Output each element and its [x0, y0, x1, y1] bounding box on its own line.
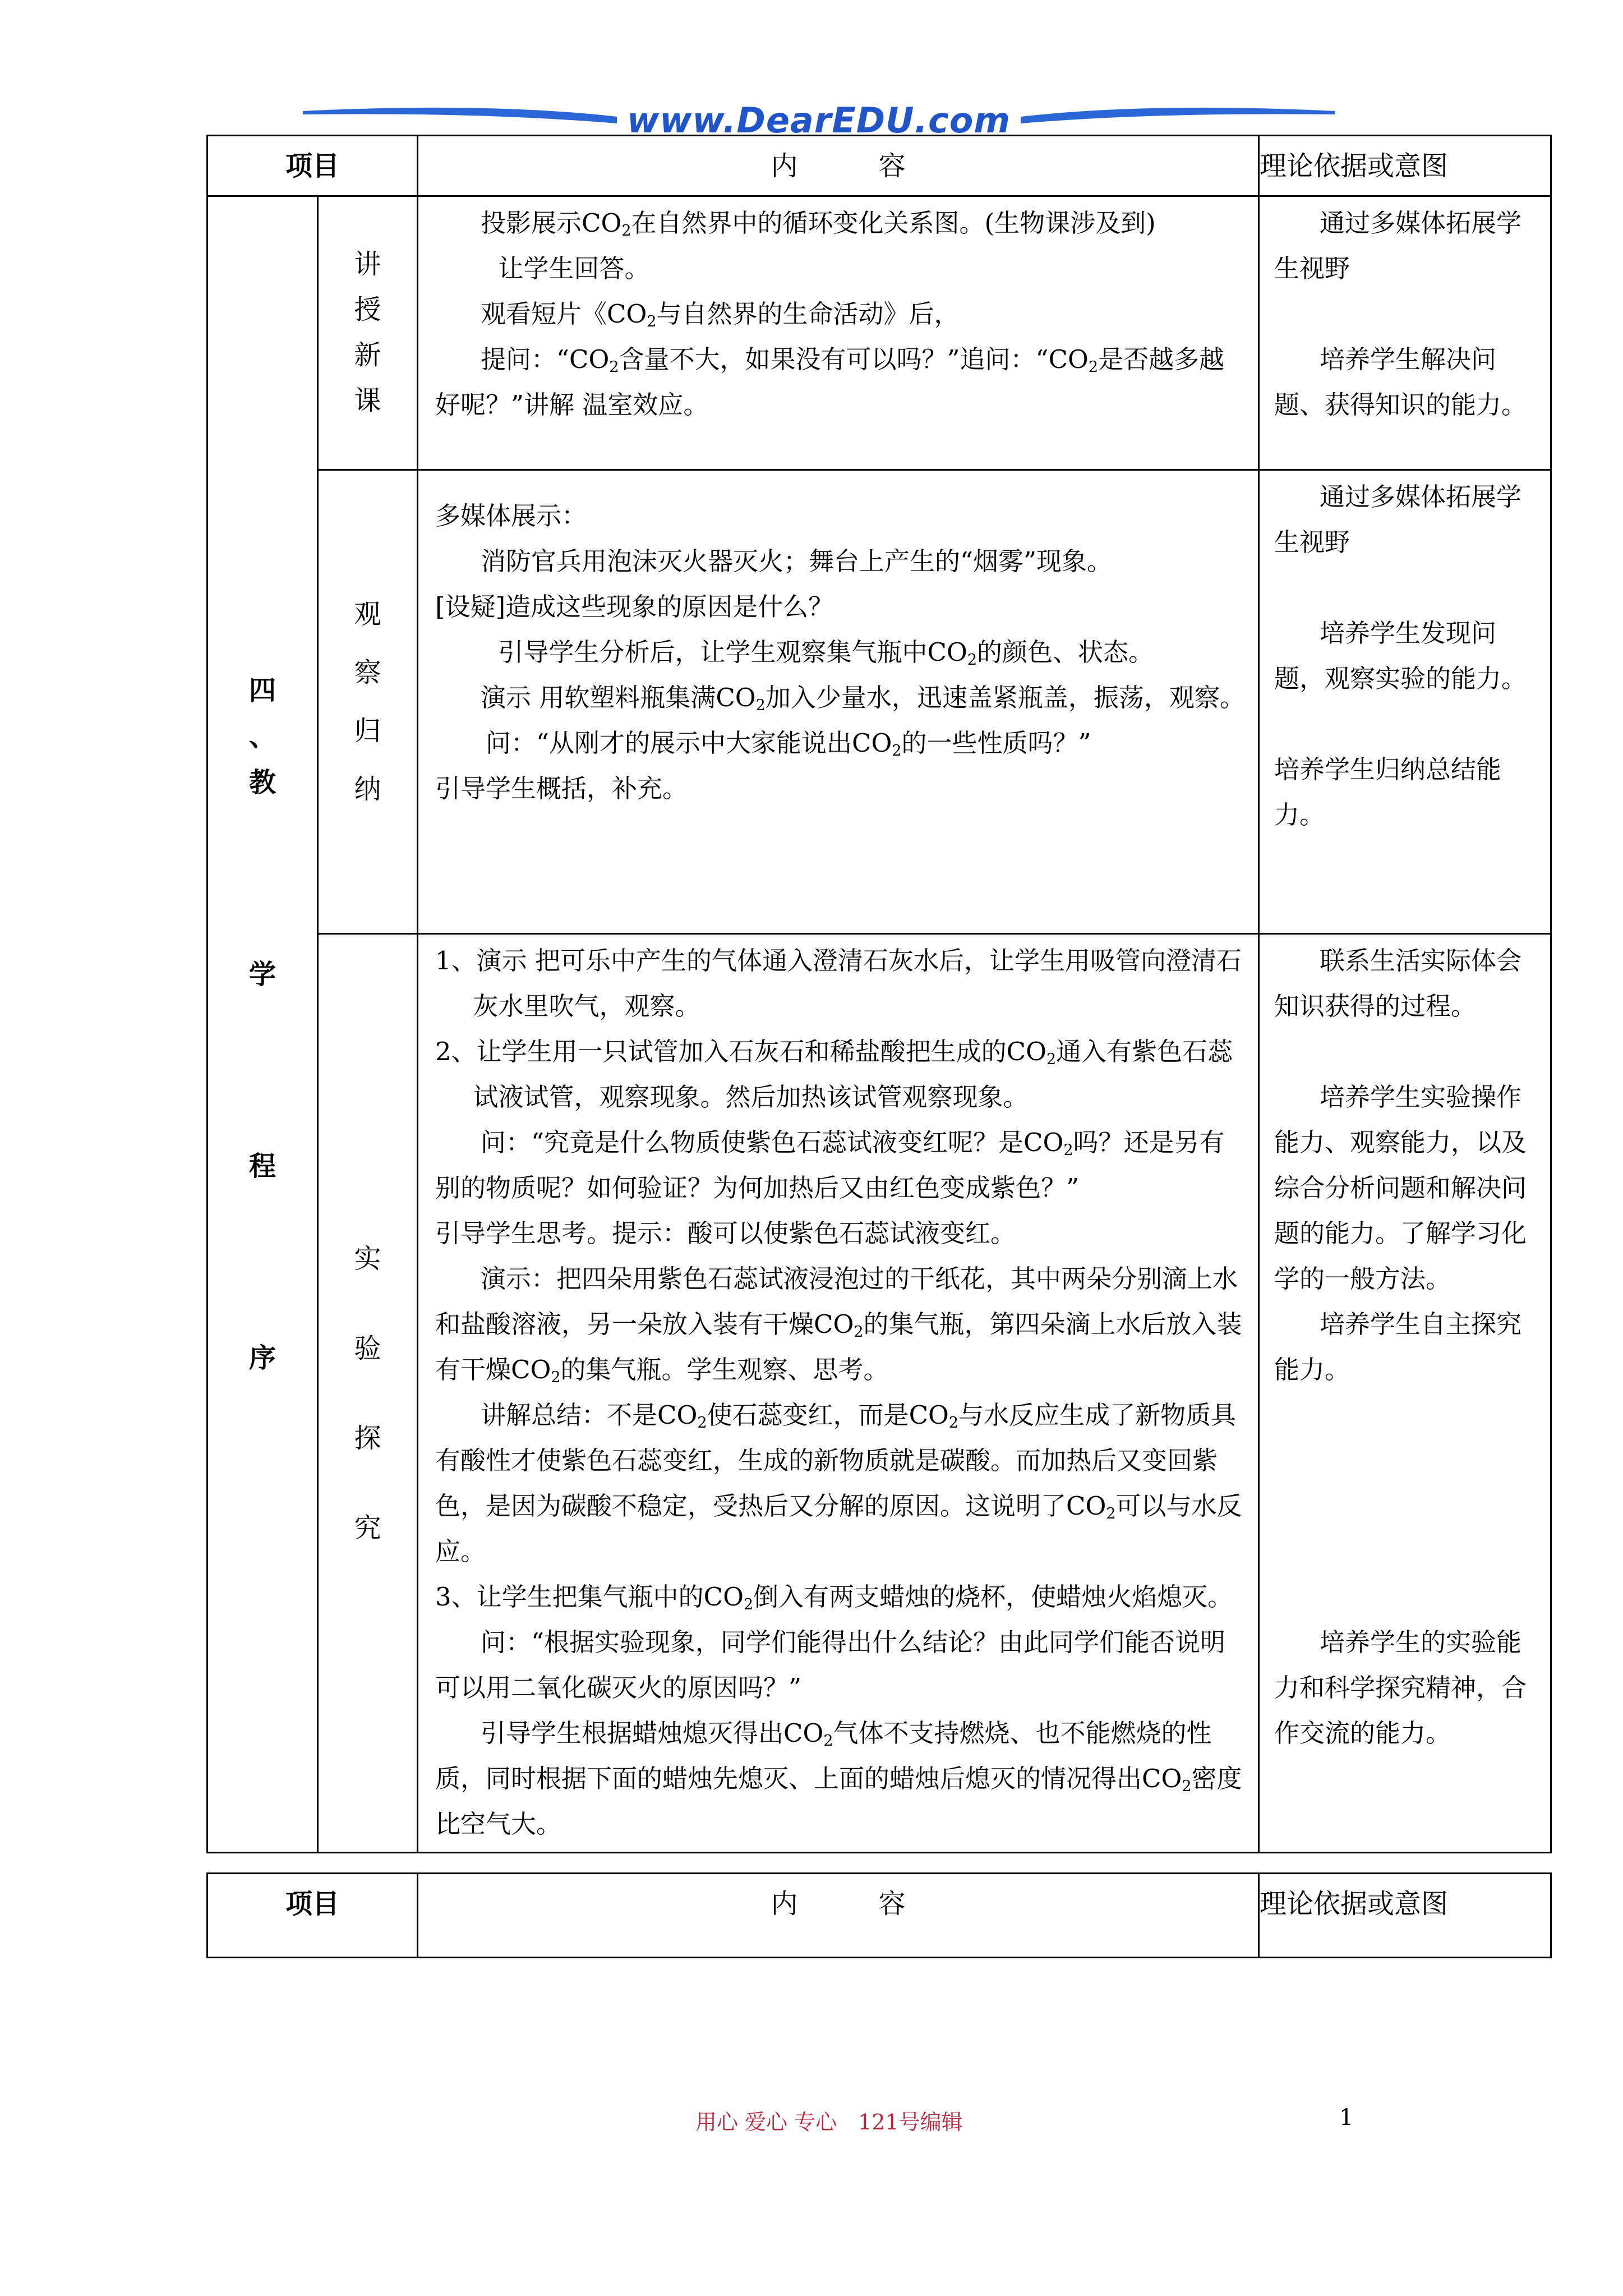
table-row	[208, 196, 1551, 470]
table-header-row	[208, 136, 1551, 196]
row-label-lecture: 讲 授 新 课	[318, 196, 418, 470]
footer-text: 用心 爱心 专心 121号编辑	[695, 2110, 963, 2134]
page-number: 1	[1339, 2105, 1354, 2131]
table-row	[208, 470, 1551, 934]
header-item: 项目	[208, 1874, 418, 1958]
header-content: 内 容	[418, 136, 1259, 196]
table-header-row	[208, 1874, 1551, 1958]
continuation-table	[206, 1872, 1552, 1958]
row-basis-experiment: 联系生活实际体会知识获得的过程。 培养学生实验操作能力、观察能力，以及综合分析问题和解决问题的能力。了解学习化学的一般方法。 培养学生自主探究能力。 培养学生的实验能力和科学探究精神，合作交流的能力。	[1259, 934, 1551, 1853]
header-item: 项目	[208, 136, 418, 196]
logo-text: www.DearEDU.com	[626, 100, 1011, 141]
row-basis-lecture: 通过多媒体拓展学生视野 培养学生解决问题、获得知识的能力。	[1259, 196, 1551, 470]
row-content-observe: 多媒体展示： 消防官兵用泡沫灭火器灭火；舞台上产生的“烟雾”现象。 [设疑]造成这些现象的原因是什么？ 引导学生分析后，让学生观察集气瓶中$CO_2$的颜色、状态。 演示 用软塑料瓶集满$CO_2$加入少量水，迅速盖紧瓶盖，振荡，观察。 问：“从刚才的展示中大家能说出$CO_2$的一些性质吗？” 引导学生概括，补充。	[418, 470, 1259, 934]
row-label-observe: 观 察 归 纳	[318, 470, 418, 934]
row-label-experiment: 实 验 探 究	[318, 934, 418, 1853]
section-label: 四 、 教 学 程 序	[208, 196, 318, 1853]
row-basis-observe: 通过多媒体拓展学生视野 培养学生发现问题，观察实验的能力。 培养学生归纳总结能力。	[1259, 470, 1551, 934]
header-basis: 理论依据或意图	[1259, 1874, 1551, 1958]
lesson-plan-table	[206, 135, 1552, 1853]
row-content-lecture: 投影展示$CO_2$在自然界中的循环变化关系图。(生物课涉及到) 让学生回答。 观看短片《$CO_2$与自然界的生命活动》后， 提问：“$CO_2$含量不大，如果没有可以吗？”追问：“$CO_2$是否越多越好呢？”讲解 温室效应。	[418, 196, 1259, 470]
row-content-experiment: 1、演示 把可乐中产生的气体通入澄清石灰水后，让学生用吸管向澄清石灰水里吹气，观察。 2、让学生用一只试管加入石灰石和稀盐酸把生成的$CO_2$通入有紫色石蕊试液试管，观察现象。然后加热该试管观察现象。 问：“究竟是什么物质使紫色石蕊试液变红呢？是$CO_2$吗？还是另有别的物质呢？如何验证？为何加热后又由红色变成紫色？” 引导学生思考。提示：酸可以使紫色石蕊试液变红。 演示：把四朵用紫色石蕊试液浸泡过的干纸花，其中两朵分别滴上水和盐酸溶液，另一朵放入装有干燥$CO_2$的集气瓶，第四朵滴上水后放入装有干燥$CO_2$的集气瓶。学生观察、思考。 讲解总结：不是$CO_2$使石蕊变红，而是$CO_2$与水反应生成了新物质具有酸性才使紫色石蕊变红，生成的新物质就是碳酸。而加热后又变回紫色，是因为碳酸不稳定，受热后又分解的原因。这说明了$CO_2$可以与水反应。 3、让学生把集气瓶中的$CO_2$倒入有两支蜡烛的烧杯，使蜡烛火焰熄灭。 问：“根据实验现象，同学们能得出什么结论？由此同学们能否说明可以用二氧化碳灭火的原因吗？” 引导学生根据蜡烛熄灭得出$CO_2$气体不支持燃烧、也不能燃烧的性质，同时根据下面的蜡烛先熄灭、上面的蜡烛后熄灭的情况得出$CO_2$密度比空气大。	[418, 934, 1259, 1853]
header-content: 内 容	[418, 1874, 1259, 1958]
header-basis: 理论依据或意图	[1259, 136, 1551, 196]
table-row	[208, 934, 1551, 1853]
